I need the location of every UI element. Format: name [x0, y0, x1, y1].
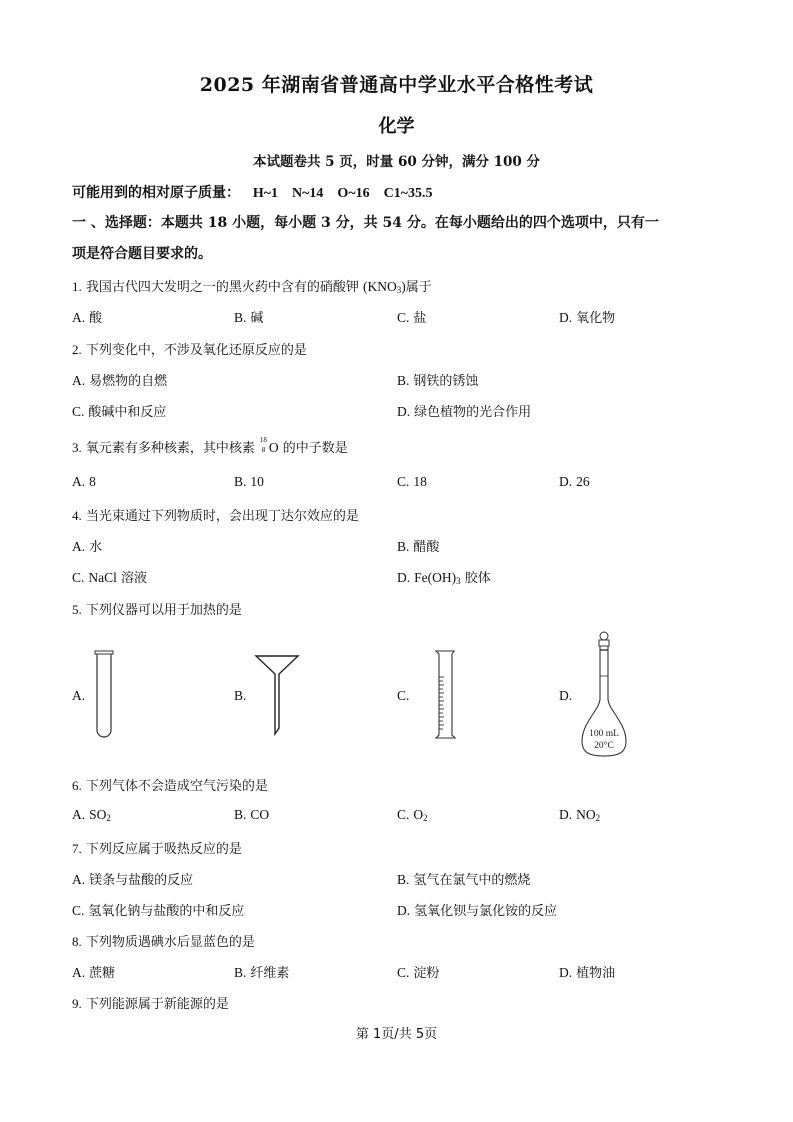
- question-2-option-b[interactable]: B. 钢铁的锈蚀: [397, 373, 479, 389]
- question-8-option-a[interactable]: A. 蔗糖: [72, 965, 116, 981]
- question-7-option-d[interactable]: D. 氢氧化钡与氯化铵的反应: [397, 903, 558, 919]
- graduated-cylinder-icon: [434, 649, 458, 741]
- flask-volume-label: 100 mL: [589, 729, 619, 739]
- volumetric-flask-icon: [580, 631, 632, 759]
- question-8-option-b[interactable]: B. 纤维素: [234, 965, 290, 981]
- subject-title: 化学: [378, 116, 415, 137]
- question-4-stem: 4. 当光束通过下列物质时，会出现丁达尔效应的是: [72, 508, 359, 524]
- atomic-masses: [72, 182, 433, 202]
- test-tube-icon: [93, 650, 117, 742]
- question-7-option-a[interactable]: A. 镁条与盐酸的反应: [72, 872, 194, 888]
- question-8-stem: 8. 下列物质遇碘水后显蓝色的是: [72, 934, 255, 950]
- question-3-option-c[interactable]: C. 18: [397, 474, 427, 489]
- question-7-option-c[interactable]: C. 氢氧化钠与盐酸的中和反应: [72, 903, 245, 919]
- question-5-option-a-label[interactable]: A.: [72, 688, 86, 703]
- question-7-stem: 7. 下列反应属于吸热反应的是: [72, 841, 242, 857]
- question-1-option-d[interactable]: D. 氧化物: [559, 310, 616, 326]
- question-4-option-b[interactable]: B. 醋酸: [397, 539, 440, 555]
- question-3-option-d[interactable]: D. 26: [559, 474, 590, 489]
- question-4-option-c[interactable]: C. NaCl 溶液: [72, 570, 148, 586]
- section-heading-line1: 一 、选择题：本题共 18 小题，每小题 3 分，共 54 分。在每小题给出的四个选项中，只有一: [72, 215, 659, 231]
- question-1-option-c[interactable]: C. 盐: [397, 310, 427, 326]
- question-4-option-a[interactable]: A. 水: [72, 539, 103, 555]
- question-2-option-c[interactable]: C. 酸碱中和反应: [72, 404, 167, 420]
- nuclide-notation: 18 8: [259, 436, 267, 454]
- question-4-option-d[interactable]: D. $Fe(OH)_3$ 胶体: [397, 570, 491, 586]
- funnel-icon: [254, 654, 300, 736]
- question-2-option-a[interactable]: A. 易燃物的自燃: [72, 373, 168, 389]
- question-5-option-c-label[interactable]: C.: [397, 688, 410, 703]
- page-indicator: 第 1页/共 5页: [355, 1027, 438, 1042]
- exam-info: 本试题卷共 5 页，时量 60 分钟，满分 100 分: [252, 154, 541, 170]
- question-6-option-b[interactable]: B. CO: [234, 807, 270, 822]
- question-8-option-c[interactable]: C. 淀粉: [397, 965, 440, 981]
- question-3-option-b[interactable]: B. 10: [234, 474, 264, 489]
- question-5-option-b-label[interactable]: B.: [234, 688, 247, 703]
- flask-temperature-label: 20°C: [594, 741, 614, 751]
- question-6-option-c[interactable]: C. $O_2$: [397, 807, 428, 823]
- question-6-option-d[interactable]: D. $NO_2$: [559, 807, 601, 823]
- question-8-option-d[interactable]: D. 植物油: [559, 965, 616, 981]
- question-3-stem: 3. 氧元素有多种核素，其中核素 18 8 O 的中子数是: [72, 436, 348, 456]
- question-5-stem: 5. 下列仪器可以用于加热的是: [72, 602, 242, 618]
- question-3-option-a[interactable]: A. 8: [72, 474, 96, 489]
- exam-title: 2025 年湖南省普通高中学业水平合格性考试: [199, 74, 594, 96]
- question-2-stem: 2. 下列变化中，不涉及氧化还原反应的是: [72, 342, 307, 358]
- question-7-option-b[interactable]: B. 氢气在氯气中的燃烧: [397, 872, 531, 888]
- atomic-masses-label: 可能用到的相对原子质量：: [72, 185, 240, 201]
- question-6-stem: 6. 下列气体不会造成空气污染的是: [72, 778, 268, 794]
- question-1-option-a[interactable]: A. 酸: [72, 310, 103, 326]
- question-1-stem: 1. 我国古代四大发明之一的黑火药中含有的硝酸钾 $(KNO_3)$属于: [72, 279, 432, 295]
- question-9-stem: 9. 下列能源属于新能源的是: [72, 996, 229, 1012]
- atomic-masses-values: H~1 N~14 O~16 C1~35.5: [252, 186, 433, 201]
- question-2-option-d[interactable]: D. 绿色植物的光合作用: [397, 404, 532, 420]
- section-heading-line2: 项是符合题目要求的。: [72, 246, 212, 262]
- question-6-option-a[interactable]: A. $SO_2$: [72, 807, 111, 823]
- question-5-option-d-label[interactable]: D.: [559, 688, 573, 703]
- question-1-option-b[interactable]: B. 碱: [234, 310, 264, 326]
